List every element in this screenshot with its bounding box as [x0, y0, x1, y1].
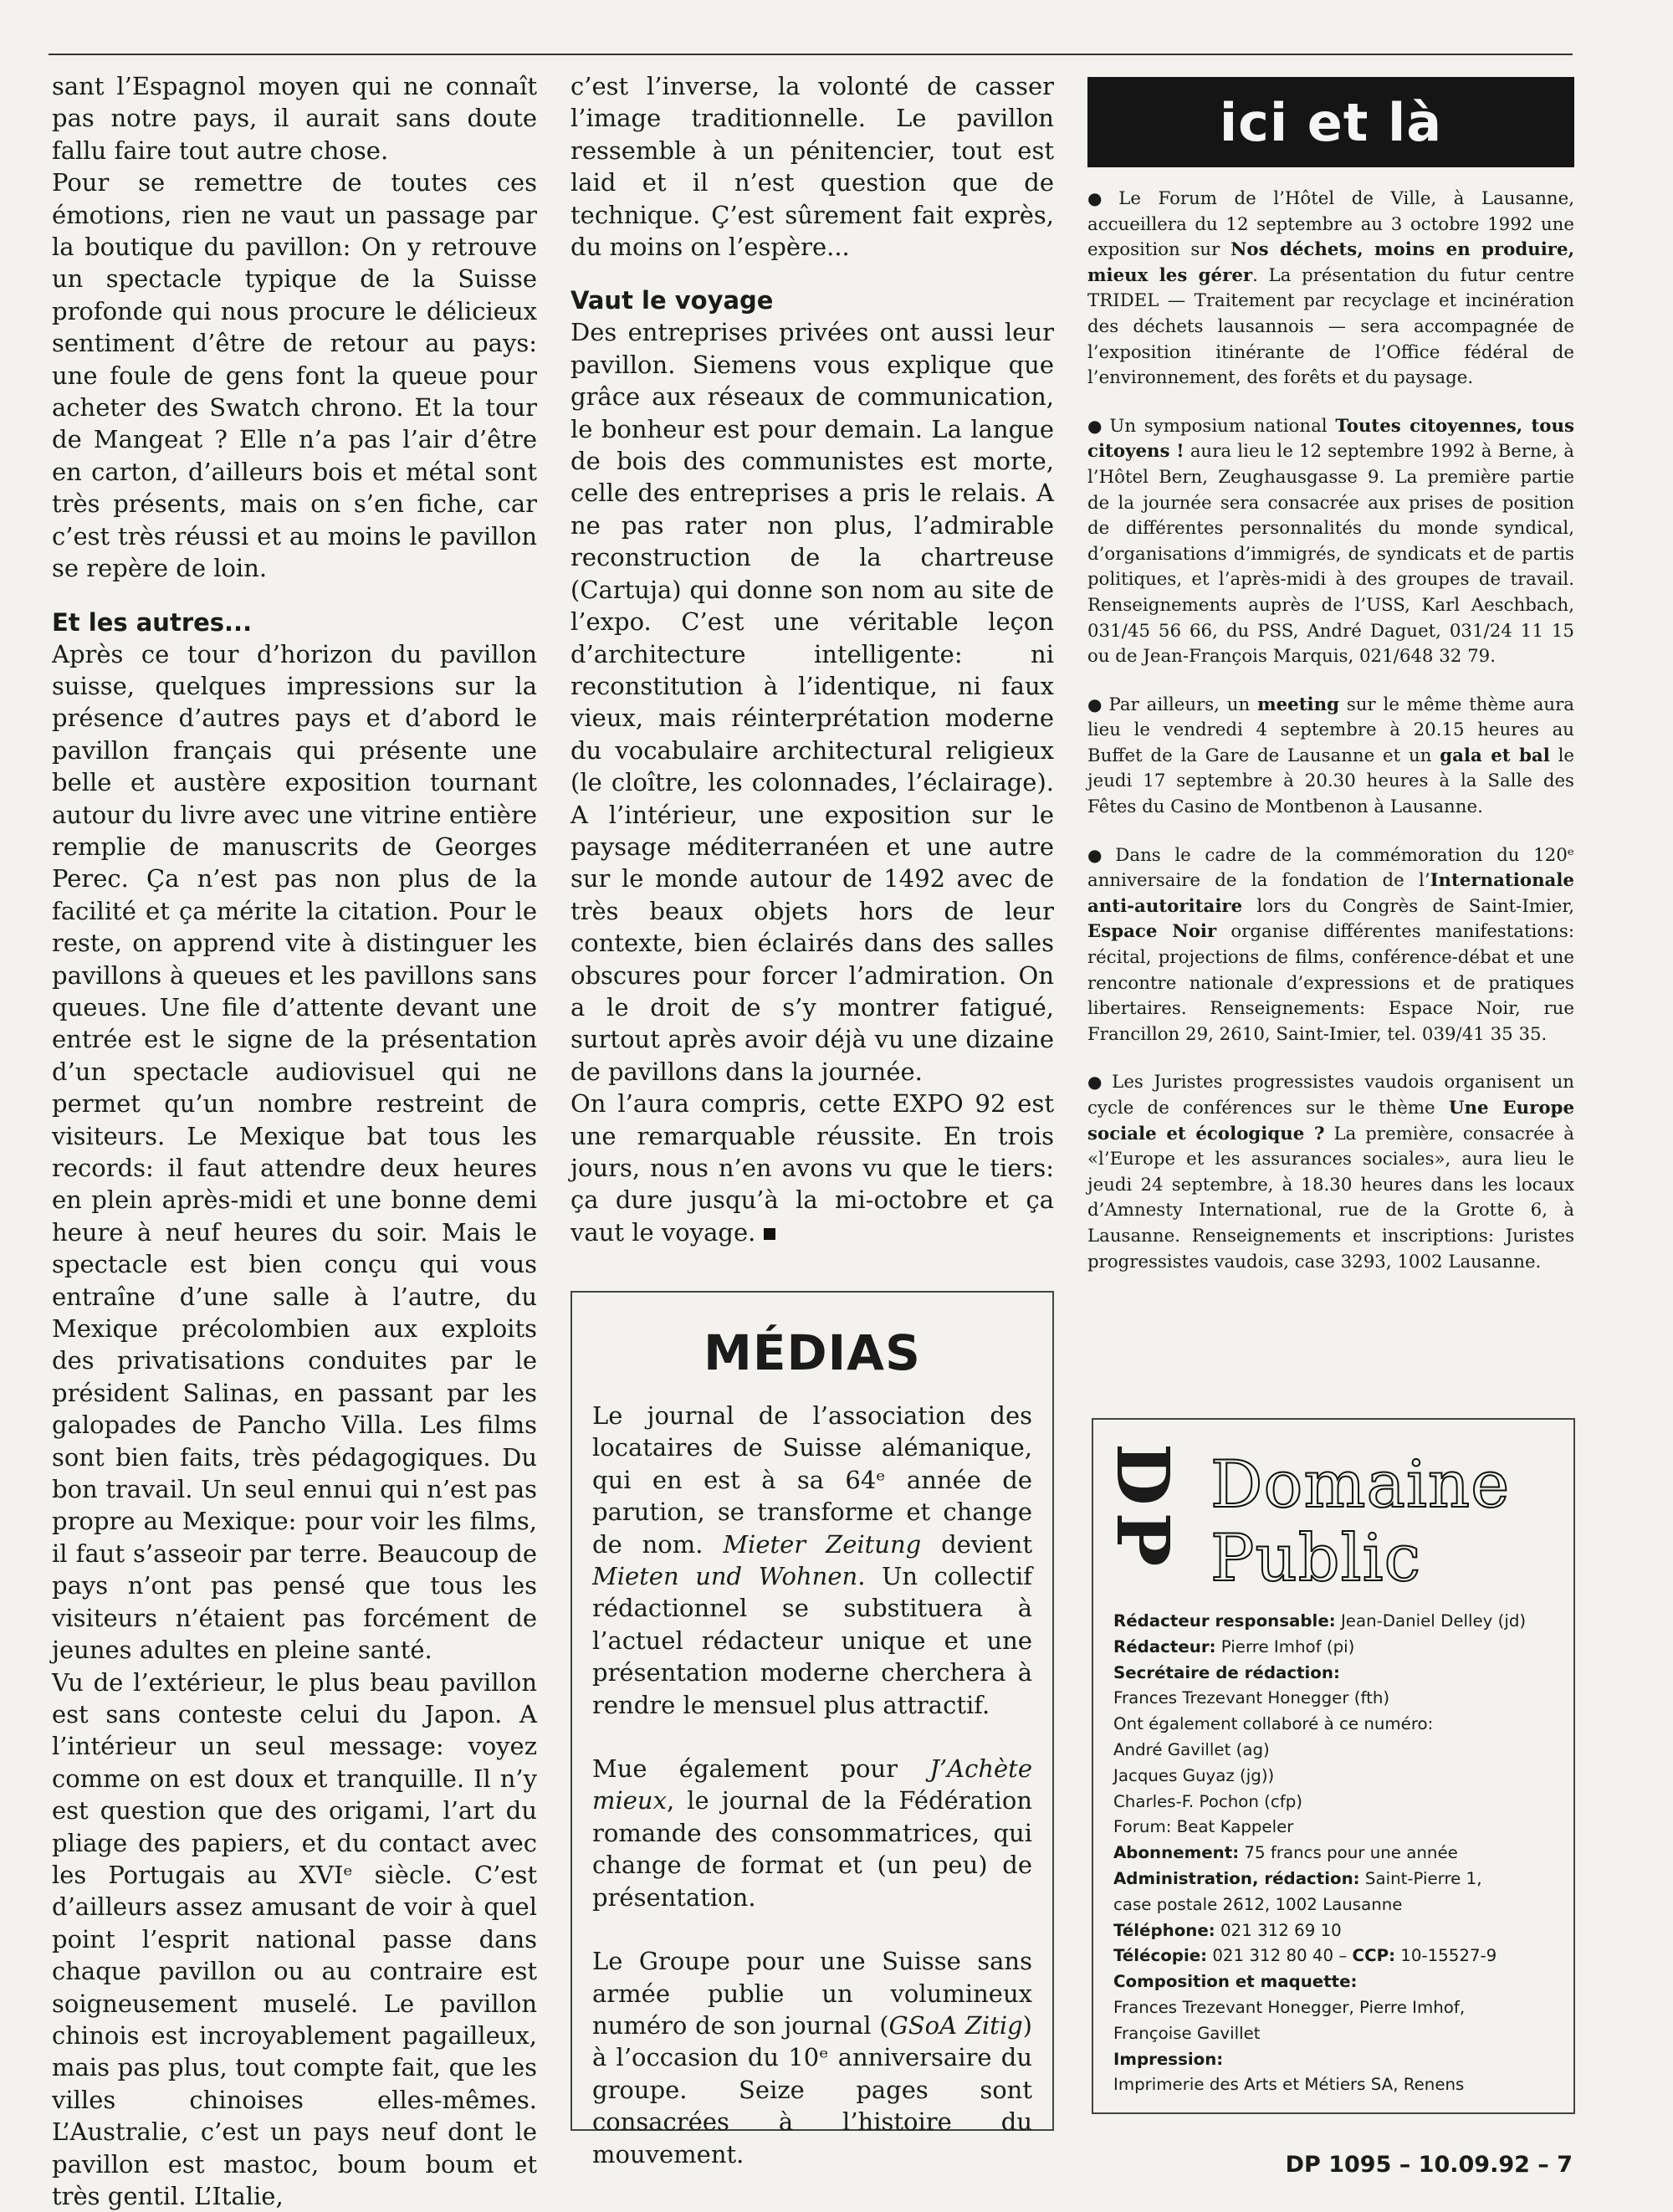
medias-paragraph: Mue également pour J’Achète mieux, le journal de la Fédération romande des consommatrices, qui change de format et (un peu) de présentation.: [592, 1753, 1032, 1913]
bullet-icon: ●: [1087, 416, 1104, 436]
article-paragraph: [570, 1088, 1054, 1248]
masthead-title: Domaine Public: [1210, 1448, 1510, 1595]
article-column-1: [52, 70, 537, 2212]
dp-logo-letters: DP: [1108, 1443, 1175, 1592]
bullet-icon: ●: [1087, 188, 1113, 208]
bullet-icon: ●: [1087, 845, 1110, 865]
article-closing-text: On l’aura compris, cette EXPO 92 est une remarquable réussite. En trois jours, nous n’en avons vu que le tiers: ça dure jusqu’à la mi-octobre et ça vaut le voyage.: [570, 1089, 1054, 1247]
medias-title: MÉDIAS: [592, 1324, 1032, 1381]
article-paragraph: Pour se remettre de toutes ces émotions, rien ne vaut un passage par la boutique du pavillon: On y retrouve un spectacle typique de la Suisse profonde qui nous procure le délicieux sentiment d’être de retour au pays: une foule de gens font la queue pour acheter des Swatch chrono. Et la tour de Mangeat ? Elle n’a pas l’air d’être en carton, d’ailleurs bois et métal sont très présents, mais on s’en fiche, car c’est très réussi et au moins le pavillon se repère de loin.: [52, 166, 537, 584]
article-paragraph: Vu de l’extérieur, le plus beau pavillon est sans conteste celui du Japon. A l’intérieur un seul message: voyez comme on est doux et tranquille. Il n’y est question que des origami, l’art du pliage des papiers, et du contact avec les Portugais au XVIᵉ siècle. C’est d’ailleurs assez amusant de voir à quel point l’esprit national passe dans chaque pavillon ou au contraire est soigneusement muselé. Le pavillon chinois est incroyablement pagailleux, mais pas plus, tout compte fait, que les villes chinoises elles-mêmes. L’Australie, c’est un pays neuf dont le pavillon est mastoc, boum boum et très gentil. L’Italie,: [52, 1667, 537, 2212]
credit-line: Ont également collaboré à ce numéro:: [1113, 1712, 1560, 1738]
credit-line: Françoise Gavillet: [1113, 2021, 1560, 2047]
page-footer: DP 1095 – 10.09.92 – 7: [1286, 2152, 1573, 2178]
article-paragraph: sant l’Espagnol moyen qui ne connaît pas notre pays, il aurait sans doute fallu faire tout autre chose.: [52, 70, 537, 166]
masthead-credits: [1113, 1609, 1560, 2098]
credit-line: Composition et maquette:: [1113, 1969, 1560, 1995]
credit-line: Abonnement: 75 francs pour une année: [1113, 1841, 1560, 1866]
credit-line: Téléphone: 021 312 69 10: [1113, 1918, 1560, 1944]
section-heading-autres: Et les autres...: [52, 585, 537, 638]
dp-logo: [1108, 1443, 1175, 1592]
credit-line: Rédacteur: Pierre Imhof (pi): [1113, 1635, 1560, 1661]
credit-line: Rédacteur responsable: Jean-Daniel Delley (jd): [1113, 1609, 1560, 1635]
end-mark-icon: [764, 1228, 775, 1240]
medias-box: [570, 1291, 1054, 2131]
bullet-icon: ●: [1087, 1072, 1107, 1092]
credit-line: case postale 2612, 1002 Lausanne: [1113, 1892, 1560, 1918]
section-heading-vaut-le-voyage: Vaut le voyage: [570, 263, 1054, 316]
credit-line: Charles-F. Pochon (cfp): [1113, 1790, 1560, 1815]
medias-paragraph: Le Groupe pour une Suisse sans armée publie un volumineux numéro de son journal (GSoA Zitig) à l’occasion du 10ᵉ anniversaire du groupe. Seize pages sont consacrées à l’histoire du mouvement.: [592, 1945, 1032, 2170]
news-item: ● Dans le cadre de la commémoration du 120ᵉ anniversaire de la fondation de l’Internationale anti-autoritaire lors du Congrès de Saint-Imier, Espace Noir organise différentes manifestations: récital, projections de films, conférence-débat et une rencontre nationale d’expressions et de pratiques libertaires. Renseignements: Espace Noir, rue Francillon 29, 2610, Saint-Imier, tel. 039/41 35 35.: [1087, 842, 1574, 1048]
masthead-box: [1092, 1418, 1575, 2114]
news-item: ● Les Juristes progressistes vaudois organisent un cycle de conférences sur le thème Une Europe sociale et écologique ? La première, consacrée à «l’Europe et les assurances sociales», aura lieu le jeudi 24 septembre, à 18.30 heures dans les locaux d’Amnesty International, rue de la Grotte 6, à Lausanne. Renseignements et inscriptions: Juristes progressistes vaudois, case 3293, 1002 Lausanne.: [1087, 1069, 1574, 1275]
credit-line: Télécopie: 021 312 80 40 – CCP: 10-15527-9: [1113, 1943, 1560, 1969]
credit-line: Administration, rédaction: Saint-Pierre 1,: [1113, 1866, 1560, 1892]
credit-line: Jacques Guyaz (jg)): [1113, 1764, 1560, 1790]
credit-line: Frances Trezevant Honegger, Pierre Imhof,: [1113, 1995, 1560, 2021]
article-paragraph: Après ce tour d’horizon du pavillon suisse, quelques impressions sur la présence d’autres pays et d’abord le pavillon français qui présente une belle et austère exposition tournant autour du livre avec une vitrine entière remplie de manuscrits de Georges Perec. Ça n’est pas non plus de la facilité et ça mérite la citation. Pour le reste, on apprend vite à distinguer les pavillons à queues et les pavillons sans queues. Une file d’attente devant une entrée est le signe de la présentation d’un spectacle audiovisuel qui ne permet qu’un nombre restreint de visiteurs. Le Mexique bat tous les records: il faut attendre deux heures en plein après-midi et une bonne demi heure à neuf heures du soir. Mais le spectacle est bien conçu qui vous entraîne d’une salle à l’autre, du Mexique précolombien aux exploits des privatisations conduites par le président Salinas, en passant par les galopades de Pancho Villa. Les films sont bien faits, très pédagogiques. Du bon travail. Un seul ennui qui n’est pas propre au Mexique: pour voir les films, il faut s’asseoir par terre. Beaucoup de pays n’ont pas pensé que tous les visiteurs n’étaient pas forcément de jeunes adultes en pleine santé.: [52, 638, 537, 1667]
article-column-2: [570, 70, 1054, 1248]
credit-line: Imprimerie des Arts et Métiers SA, Renens: [1113, 2072, 1560, 2098]
news-item: ● Par ailleurs, un meeting sur le même thème aura lieu le vendredi 4 septembre à 20.15 heures au Buffet de la Gare de Lausanne et un gala et bal le jeudi 17 septembre à 20.30 heures à la Salle des Fêtes du Casino de Montbenon à Lausanne.: [1087, 692, 1574, 821]
credit-line: Impression:: [1113, 2047, 1560, 2073]
article-paragraph: Des entreprises privées ont aussi leur pavillon. Siemens vous explique que grâce aux réseaux de communication, le bonheur est pour demain. La langue de bois des communistes est morte, celle des entreprises a pris le relais. A ne pas rater non plus, l’admirable reconstruction de la chartreuse (Cartuja) qui donne son nom au site de l’expo. C’est une véritable leçon d’architecture intelligente: ni reconstitution à l’identique, ni faux vieux, mais réinterprétation moderne du vocabulaire architectural religieux (le cloître, les colonnades, l’éclairage). A l’intérieur, une exposition sur le paysage méditerranéen et une autre sur le monde autour de 1492 avec de très beaux objets hors de leur contexte, bien éclairés dans des salles obscures pour forcer l’admiration. On a le droit de s’y montrer fatigué, surtout après avoir déjà vu une dizaine de pavillons dans la journée.: [570, 316, 1054, 1088]
credit-line: Forum: Beat Kappeler: [1113, 1815, 1560, 1841]
bullet-icon: ●: [1087, 694, 1104, 714]
ici-et-la-banner: ici et là: [1087, 77, 1574, 167]
credit-line: Secrétaire de rédaction:: [1113, 1661, 1560, 1687]
credit-line: André Gavillet (ag): [1113, 1738, 1560, 1764]
article-paragraph: c’est l’inverse, la volonté de casser l’image traditionnelle. Le pavillon ressemble à un pénitencier, tout est laid et il n’est question que de technique. Ç’est sûrement fait exprès, du moins on l’espère...: [570, 70, 1054, 263]
news-item: ● Le Forum de l’Hôtel de Ville, à Lausanne, accueillera du 12 septembre au 3 octobre 1992 une exposition sur Nos déchets, moins en produire, mieux les gérer. La présentation du futur centre TRIDEL — Traitement par recyclage et incinération des déchets lausannois — sera accompagnée de l’exposition itinérante de l’Office fédéral de l’environnement, des forêts et du paysage.: [1087, 186, 1574, 392]
news-item: ● Un symposium national Toutes citoyennes, tous citoyens ! aura lieu le 12 septembre 1992 à Berne, à l’Hôtel Bern, Zeughausgasse 9. La première partie de la journée sera consacrée aux prises de position de différentes personnalités du monde syndical, d’organisations d’immigrés, de syndicats et de partis politiques, et l’après-midi à des groupes de travail. Renseignements auprès de l’USS, Karl Aeschbach, 031/45 56 66, du PSS, André Daguet, 031/24 11 15 ou de Jean-François Marquis, 021/648 32 79.: [1087, 413, 1574, 670]
credit-line: Frances Trezevant Honegger (fth): [1113, 1686, 1560, 1712]
ici-et-la-column: [1087, 77, 1574, 1275]
top-rule: [49, 54, 1573, 55]
medias-paragraph: Le journal de l’association des locataires de Suisse alémanique, qui en est à sa 64ᵉ année de parution, se transforme et change de nom. Mieter Zeitung devient Mieten und Wohnen. Un collectif rédactionnel se substituera à l’actuel rédacteur unique et une présentation moderne cherchera à rendre le mensuel plus attractif.: [592, 1400, 1032, 1721]
